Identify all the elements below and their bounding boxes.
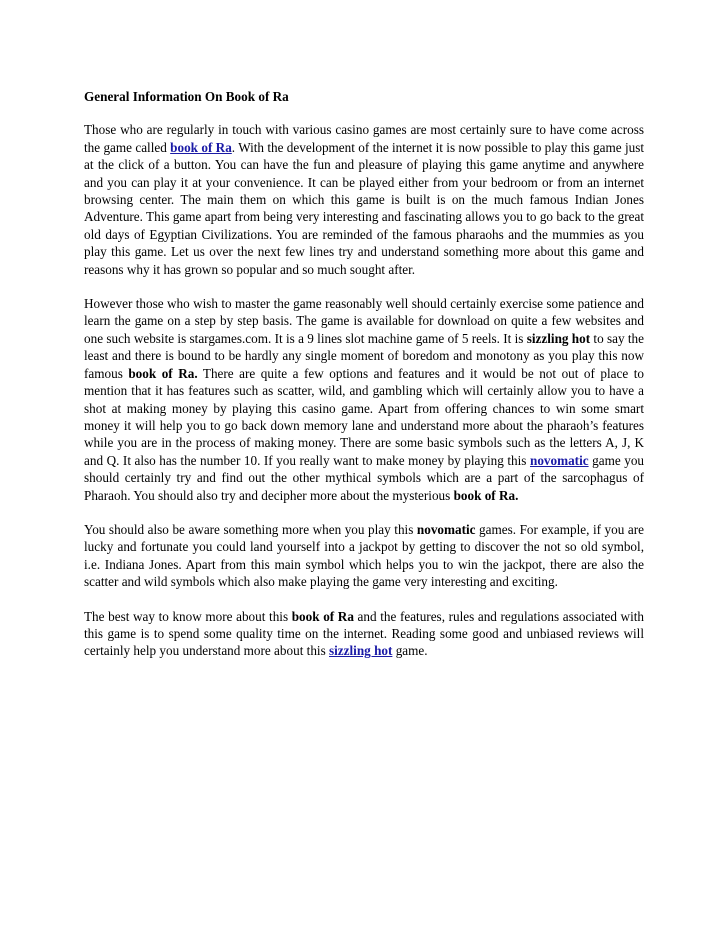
book-of-ra-bold-end: book of Ra. (453, 487, 519, 503)
paragraph-4-text-1: The best way to know more about this (84, 608, 292, 624)
paragraph-3-text-1: You should also be aware something more when you play this (84, 521, 417, 537)
novomatic-bold: novomatic (416, 521, 476, 537)
paragraph-1-text-2: . With the development of the internet it is now possible to play this game just at the click of a button. You can have the fun and pleasure of playing this game anytime and anywhere and you can play it at your convenience. It can be played either from your bedroom or from an internet browsing center. The main them on which this game is built is on the much famous Indian Jones Adventure. This game apart from being very interesting and fascinating allows you to go back to the great old days of Egyptian Civilizations. You are reminded of the famous pharaohs and the mummies as you play this game. Let us over the next few lines try and understand something more about this game and reasons why it has grown so popular and so much sought after. (84, 139, 644, 277)
paragraph-4 (84, 608, 644, 660)
paragraph-4-text-2: and the features, rules and regulations associated with this game is to spend some quality time on the internet. Reading some good and unbiased reviews will certainly help you understand more about this (84, 608, 645, 659)
paragraph-1-text-1: Those who are regularly in touch with various casino games are most certainly sure to have come across the game called (84, 122, 644, 155)
document-page (84, 88, 644, 677)
novomatic-link[interactable]: novomatic (529, 452, 589, 468)
paragraph-2 (84, 295, 644, 504)
paragraph-2-text-1: However those who wish to master the game reasonably well should certainly exercise some patience and learn the game on a step by step basis. The game is available for download on quite a few websites and one such website is stargames.com. It is a 9 lines slot machine game of 5 reels. It is (84, 296, 644, 346)
paragraph-3-text-2: games. For example, if you are lucky and fortunate you could land yourself into a jackpot by getting to discover the not so old symbol, i.e. Indiana Jones. Apart from this main symbol which helps you to win the jackpot, there are also the scatter and wild symbols which also make playing the game very interesting and exciting. (84, 521, 644, 590)
paragraph-2-text-3: There are quite a few options and features and it would be not out of place to mention that it has features such as scatter, wild, and gambling which will certainly allow you to have a shot at making money by playing this casino game. Apart from offering chances to win some smart money it will help you to go back down memory lane and understand more about the pharaoh’s features while you are in the process of making money. There are some basic symbols such as the letters A, J, K and Q. It also has the number 10. If you really want to make money by playing this (84, 365, 644, 468)
paragraph-2-text-4: game you should certainly try and find out the other mythical symbols which are a part of the sarcophagus of Pharaoh. You should also try and decipher more about the mysterious (84, 452, 645, 503)
sizzling-hot-bold: sizzling hot (526, 330, 591, 346)
book-of-ra-bold: book of Ra. (128, 365, 198, 381)
sizzling-hot-link[interactable]: sizzling hot (329, 643, 393, 659)
paragraph-2-text-2: to say the least and there is bound to be hardly any single moment of boredom and monotony as you play this now famous (84, 330, 644, 381)
paragraph-3 (84, 521, 644, 591)
paragraph-1 (84, 121, 644, 278)
book-of-ra-link[interactable]: book of Ra (170, 139, 232, 155)
document-title: General Information On Book of Ra (84, 89, 289, 104)
book-of-ra-bold-p4: book of Ra (291, 608, 354, 624)
paragraph-4-text-3: game. (392, 643, 428, 659)
